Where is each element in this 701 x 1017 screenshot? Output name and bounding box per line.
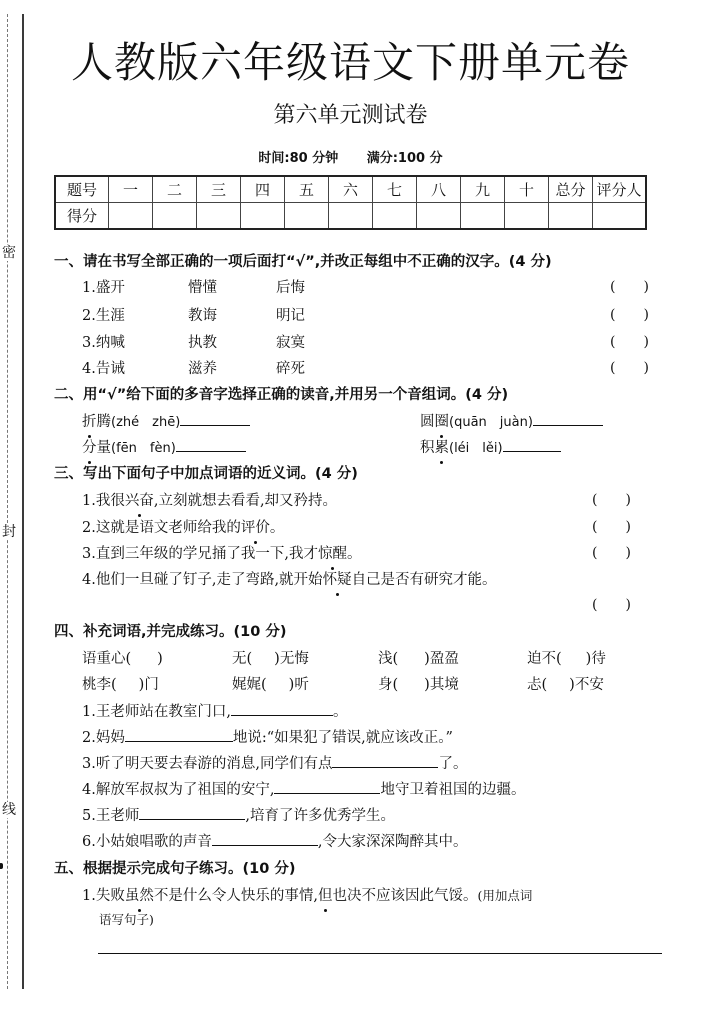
answer-paren[interactable]: ( ) xyxy=(610,307,649,323)
header-cell: 三 xyxy=(197,176,241,203)
section4-sentence: 6.小姑娘唱歌的声音 ,令大家深深陶醉其中。 xyxy=(82,830,467,851)
polyphone-item: 分量(fēn fèn) xyxy=(82,436,246,457)
header-cell: 一 xyxy=(109,176,153,203)
answer-blank[interactable] xyxy=(533,411,603,426)
answer-blank[interactable] xyxy=(274,779,380,794)
polyphone-item: 积累(léi lěi) xyxy=(420,436,561,457)
header-cell: 评分人 xyxy=(593,176,647,203)
answer-paren[interactable]: ( ) xyxy=(610,360,649,376)
header-cell: 六 xyxy=(329,176,373,203)
section1-word: 懵懂 xyxy=(188,280,217,296)
score-table-header-row xyxy=(55,176,646,203)
score-cell[interactable] xyxy=(197,203,241,230)
margin-label-feng: 封 xyxy=(2,524,16,540)
header-cell: 四 xyxy=(241,176,285,203)
section4-sentence: 2.妈妈 地说:“如果犯了错误,就应该改正。” xyxy=(82,726,453,747)
answer-blank[interactable] xyxy=(176,437,246,452)
answer-blank[interactable] xyxy=(212,831,318,846)
margin-label-mi: 密 xyxy=(2,245,16,261)
idiom-item: 浅( )盈盈 xyxy=(378,651,459,667)
section3-item: 4.他们一旦碰了钉子,走了弯路,就开始怀疑自己是否有研究才能。 xyxy=(82,568,497,589)
page-subtitle: 第六单元测试卷 xyxy=(273,103,428,128)
section4-title: 四、补充词语,并完成练习。(10 分) xyxy=(54,624,287,640)
score-row-label: 得分 xyxy=(55,203,109,230)
score-cell[interactable] xyxy=(461,203,505,230)
score-cell[interactable] xyxy=(241,203,285,230)
idiom-item: 娓娓( )听 xyxy=(232,677,309,693)
section5-hint: 语写句子) xyxy=(99,912,154,927)
section1-word: 碎死 xyxy=(276,361,305,377)
score-cell[interactable] xyxy=(593,203,647,230)
time-label: 时间:80 分钟 xyxy=(258,151,339,166)
answer-paren[interactable]: ( ) xyxy=(592,492,631,508)
section1-word: 执教 xyxy=(188,335,217,351)
section1-word: 教诲 xyxy=(188,308,217,324)
header-cell: 七 xyxy=(373,176,417,203)
score-cell[interactable] xyxy=(285,203,329,230)
exam-meta xyxy=(0,147,701,166)
idiom-item: 语重心( ) xyxy=(82,651,163,667)
section1-item: 3.纳喊 xyxy=(82,335,125,351)
score-cell[interactable] xyxy=(153,203,197,230)
section5-title: 五、根据提示完成句子练习。(10 分) xyxy=(54,861,296,877)
idiom-item: 桃李( )门 xyxy=(82,677,159,693)
answer-writing-line[interactable] xyxy=(98,953,662,954)
section3-item: 1.我很兴奋,立刻就想去看看,却又矜持。 xyxy=(82,489,337,510)
margin-label-xian: 线 xyxy=(2,802,16,818)
header-cell: 二 xyxy=(153,176,197,203)
answer-blank[interactable] xyxy=(231,701,333,716)
answer-blank[interactable] xyxy=(332,753,438,768)
score-cell[interactable] xyxy=(329,203,373,230)
polyphone-item: 圆圈(quān juàn) xyxy=(420,410,603,431)
section4-sentence: 4.解放军叔叔为了祖国的安宁, 地守卫着祖国的边疆。 xyxy=(82,778,525,799)
answer-blank[interactable] xyxy=(503,437,561,452)
section4-sentence: 5.王老师 ,培育了许多优秀学生。 xyxy=(82,804,395,825)
section4-sentence: 1.王老师站在教室门口, 。 xyxy=(82,700,347,721)
section5-item: 1.失败虽然不是什么令人快乐的事情,但也决不应该因此气馁。(用加点词 xyxy=(82,884,532,905)
polyphone-item: 折腾(zhé zhē) xyxy=(82,410,250,431)
header-cell: 八 xyxy=(417,176,461,203)
score-table xyxy=(54,175,647,230)
section1-word: 后悔 xyxy=(276,280,305,296)
idiom-item: 迫不( )待 xyxy=(527,651,606,667)
section4-sentence: 3.听了明天要去春游的消息,同学们有点 了。 xyxy=(82,752,467,773)
answer-blank[interactable] xyxy=(125,727,233,742)
header-cell: 题号 xyxy=(55,176,109,203)
score-cell[interactable] xyxy=(505,203,549,230)
score-cell[interactable] xyxy=(417,203,461,230)
section3-item: 3.直到三年级的学兄捅了我一下,我才惊醒。 xyxy=(82,542,361,563)
section1-word: 寂寞 xyxy=(276,335,305,351)
answer-paren[interactable]: ( ) xyxy=(610,279,649,295)
answer-blank[interactable] xyxy=(180,411,250,426)
margin-dot xyxy=(0,863,3,869)
section2-title: 二、用“√”给下面的多音字选择正确的读音,并用另一个音组词。(4 分) xyxy=(54,387,509,403)
section1-item: 4.告诫 xyxy=(82,361,125,377)
answer-paren[interactable]: ( ) xyxy=(592,545,631,561)
score-cell[interactable] xyxy=(109,203,153,230)
section1-item: 2.生涯 xyxy=(82,308,125,324)
header-cell: 总分 xyxy=(549,176,593,203)
score-table-score-row xyxy=(55,203,646,230)
answer-paren[interactable]: ( ) xyxy=(592,597,631,613)
section1-item: 1.盛开 xyxy=(82,280,125,296)
idiom-item: 忐( )不安 xyxy=(527,677,604,693)
idiom-item: 身( )其境 xyxy=(378,677,459,693)
page-title: 人教版六年级语文下册单元卷 xyxy=(70,38,630,87)
section1-word: 滋养 xyxy=(188,361,217,377)
score-cell[interactable] xyxy=(373,203,417,230)
answer-blank[interactable] xyxy=(139,805,245,820)
answer-paren[interactable]: ( ) xyxy=(592,519,631,535)
full-score-label: 满分:100 分 xyxy=(366,151,443,166)
section3-item: 2.这就是语文老师给我的评价。 xyxy=(82,516,284,537)
section3-title: 三、写出下面句子中加点词语的近义词。(4 分) xyxy=(54,466,358,482)
section1-word: 明记 xyxy=(276,308,305,324)
header-cell: 九 xyxy=(461,176,505,203)
answer-paren[interactable]: ( ) xyxy=(610,334,649,350)
idiom-item: 无( )无悔 xyxy=(232,651,309,667)
header-cell: 十 xyxy=(505,176,549,203)
section1-title: 一、请在书写全部正确的一项后面打“√”,并改正每组中不正确的汉字。(4 分) xyxy=(54,254,552,270)
header-cell: 五 xyxy=(285,176,329,203)
score-cell[interactable] xyxy=(549,203,593,230)
